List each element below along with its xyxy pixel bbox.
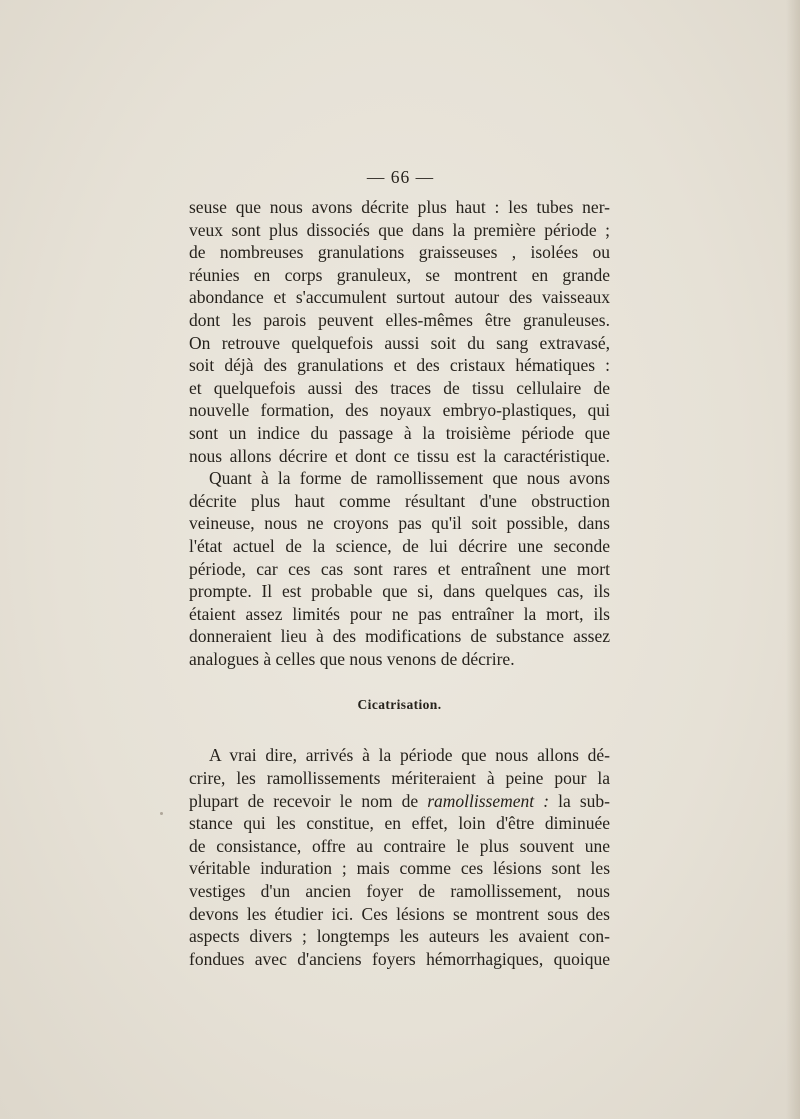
paper-speck xyxy=(160,812,163,815)
text-span: la sub- xyxy=(549,790,610,811)
text-line: analogues à celles que nous venons de décrire. xyxy=(189,648,515,669)
text-line: de consistance, offre au contraire le plus souvent une xyxy=(189,835,610,856)
text-line: devons les étudier ici. Ces lésions se montrent sous des xyxy=(189,903,610,924)
section-heading: Cicatrisation. xyxy=(357,697,442,713)
paragraph-2 xyxy=(189,467,610,670)
text-line: seuse que nous avons décrite plus haut : les tubes ner- xyxy=(189,197,610,217)
text-line: abondance et s'accumulent surtout autour des vaisseaux xyxy=(189,287,610,308)
page-number: — 66 — xyxy=(366,167,435,187)
text-line: fondues avec d'anciens foyers hémorrhagiques, quoique xyxy=(189,948,610,969)
text-span: plupart de recevoir le nom de xyxy=(189,790,428,811)
text-line: réunies en corps granuleux, se montrent en grande xyxy=(189,264,610,285)
text-line: Quant à la forme de ramollissement que nous avons xyxy=(209,468,610,489)
text-line: nouvelle formation, des noyaux embryo-plastiques, qui xyxy=(189,400,610,421)
text-line: dont les parois peuvent elles-mêmes être granuleuses. xyxy=(189,309,610,330)
text-line: période, car ces cas sont rares et entraînent une mort xyxy=(189,558,610,579)
text-line: veux sont plus dissociés que dans la première période ; xyxy=(189,219,610,240)
text-line: et quelquefois aussi des traces de tissu cellulaire de xyxy=(189,377,610,398)
text-line: étaient assez limités pour ne pas entraîner la mort, ils xyxy=(189,603,610,624)
text-line xyxy=(189,790,610,813)
text-line: véritable induration ; mais comme ces lésions sont les xyxy=(189,858,610,879)
text-line: A vrai dire, arrivés à la période que nous allons dé- xyxy=(209,745,610,766)
page-text-block xyxy=(189,164,610,970)
text-line: aspects divers ; longtemps les auteurs les avaient con- xyxy=(189,926,610,947)
page-edge-shadow xyxy=(786,0,800,1119)
text-line: décrite plus haut comme résultant d'une obstruction xyxy=(189,490,610,511)
text-line: crire, les ramollissements mériteraient à peine pour la xyxy=(189,768,610,789)
paragraph-3 xyxy=(189,744,610,970)
text-line: sont un indice du passage à la troisième période que xyxy=(189,422,610,443)
text-line: nous allons décrire et dont ce tissu est la caractéristique. xyxy=(189,445,610,466)
text-line: de nombreuses granulations graisseuses , isolées ou xyxy=(189,242,610,263)
italic-term: ramollissement : xyxy=(427,790,550,811)
text-line: prompte. Il est probable que si, dans quelques cas, ils xyxy=(189,581,610,602)
paragraph-1 xyxy=(189,196,610,467)
text-line: veineuse, nous ne croyons pas qu'il soit possible, dans xyxy=(189,513,610,534)
text-line: On retrouve quelquefois aussi soit du sang extravasé, xyxy=(189,332,610,353)
text-line: vestiges d'un ancien foyer de ramollissement, nous xyxy=(189,881,610,902)
text-line: donneraient lieu à des modifications de substance assez xyxy=(189,626,610,647)
spacer xyxy=(189,716,610,744)
text-line: soit déjà des granulations et des cristaux hématiques : xyxy=(189,355,610,376)
text-line: stance qui les constitue, en effet, loin d'être diminuée xyxy=(189,813,610,834)
spacer xyxy=(189,670,610,694)
text-line: l'état actuel de la science, de lui décrire une seconde xyxy=(189,535,610,556)
